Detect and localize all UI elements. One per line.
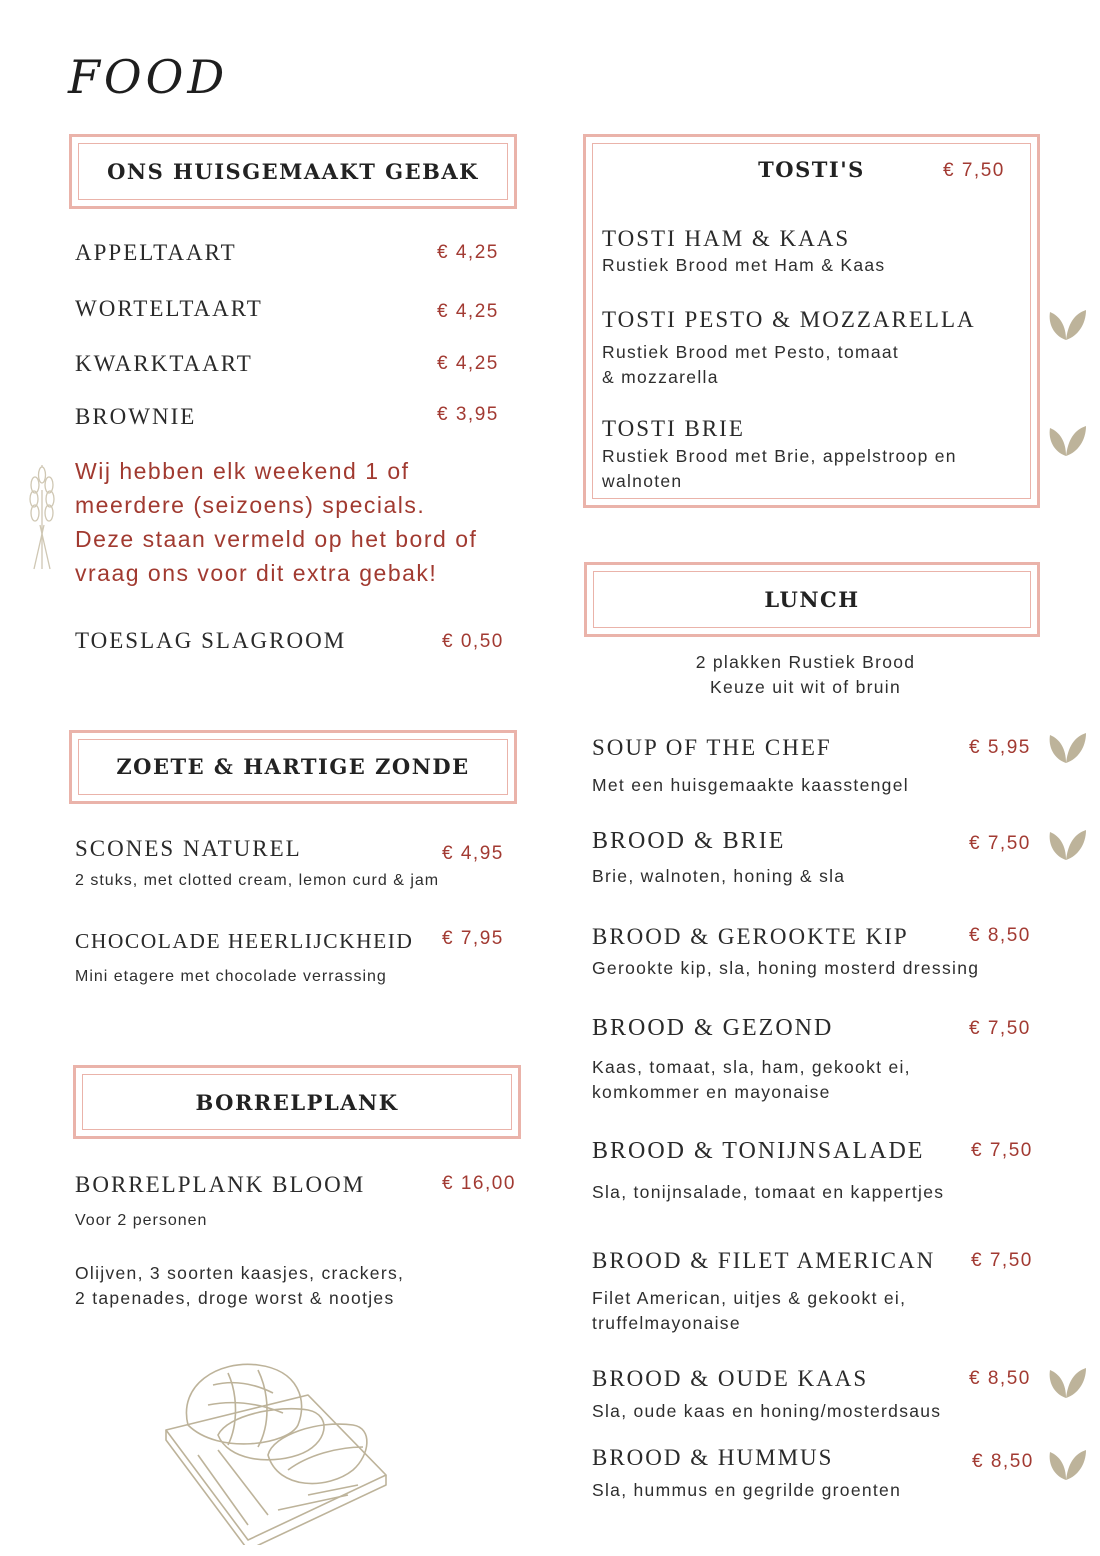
lunch-header-box <box>584 562 1040 637</box>
borrel-heading: BORRELPLANK <box>195 1090 399 1115</box>
desc-line: komkommer en mayonaise <box>592 1082 831 1102</box>
menu-item-name: BROOD & HUMMUS <box>592 1445 834 1470</box>
menu-item-desc: Brie, walnoten, honing & sla <box>592 866 846 886</box>
desc-line: Kaas, tomaat, sla, ham, gekookt ei, <box>592 1057 911 1077</box>
menu-item-price: € 8,50 <box>972 1451 1034 1472</box>
note-line: meerdere (seizoens) specials. <box>75 492 426 518</box>
menu-item-price: € 4,25 <box>437 353 499 374</box>
detail-line: 2 tapenades, droge worst & nootjes <box>75 1288 395 1308</box>
menu-item-desc: 2 stuks, met clotted cream, lemon curd & jam <box>75 872 440 889</box>
leaf-icon <box>1046 1446 1088 1482</box>
leaf-icon <box>1046 826 1088 862</box>
menu-item-name: BROOD & GEROOKTE KIP <box>592 924 909 949</box>
menu-item-name: BROOD & FILET AMERICAN <box>592 1248 936 1273</box>
leaf-icon <box>1046 306 1088 342</box>
menu-item-desc <box>592 1286 906 1336</box>
gebak-heading: ONS HUISGEMAAKT GEBAK <box>107 159 479 184</box>
leaf-icon <box>1046 422 1088 458</box>
menu-item-price: € 8,50 <box>969 925 1031 946</box>
wheat-icon <box>20 465 64 570</box>
menu-item-price: € 3,95 <box>437 404 499 425</box>
menu-item-desc: Rustiek Brood met Ham & Kaas <box>602 255 886 275</box>
page-title: FOOD <box>68 50 229 104</box>
specials-note <box>75 454 477 590</box>
menu-item-desc <box>602 444 957 494</box>
desc-line: Filet American, uitjes & gekookt ei, <box>592 1288 907 1308</box>
note-line: Wij hebben elk weekend 1 of <box>75 458 410 484</box>
menu-item-name: SCONES NATUREL <box>75 836 302 861</box>
menu-item-name: APPELTAART <box>75 240 237 265</box>
surcharge-name: TOESLAG SLAGROOM <box>75 628 347 653</box>
desc-line: Rustiek Brood met Pesto, tomaat <box>602 342 900 362</box>
leaf-icon <box>1046 1364 1088 1400</box>
menu-item-price: € 7,50 <box>969 1018 1031 1039</box>
menu-item-desc: Met een huisgemaakte kaasstengel <box>592 775 909 795</box>
note-line: vraag ons voor dit extra gebak! <box>75 560 438 586</box>
menu-item-price: € 4,25 <box>437 242 499 263</box>
menu-item-price: € 5,95 <box>969 737 1031 758</box>
menu-item-name: BROOD & TONIJNSALADE <box>592 1138 925 1164</box>
menu-item-price: € 4,25 <box>437 301 499 322</box>
menu-item-name: TOSTI HAM & KAAS <box>602 226 851 251</box>
gebak-header-box <box>69 134 517 209</box>
desc-line: walnoten <box>602 471 683 491</box>
desc-line: truffelmayonaise <box>592 1313 741 1333</box>
menu-item-desc <box>602 340 899 390</box>
menu-item-desc: Sla, oude kaas en honing/mosterdsaus <box>592 1401 942 1421</box>
menu-item-desc: Voor 2 personen <box>75 1212 208 1229</box>
menu-item-price: € 7,50 <box>969 833 1031 854</box>
menu-item-price: € 4,95 <box>442 843 504 864</box>
menu-item-price: € 7,50 <box>971 1140 1033 1161</box>
menu-item-desc: Gerookte kip, sla, honing mosterd dressing <box>592 958 980 978</box>
menu-item-desc: Mini etagere met chocolade verrassing <box>75 968 387 985</box>
menu-item-desc: Sla, tonijnsalade, tomaat en kappertjes <box>592 1182 945 1202</box>
tosti-heading: TOSTI'S <box>758 157 865 182</box>
menu-item-name: KWARKTAART <box>75 351 253 376</box>
desc-line: Rustiek Brood met Brie, appelstroop en <box>602 446 957 466</box>
desc-line: & mozzarella <box>602 367 719 387</box>
menu-item-price: € 8,50 <box>969 1368 1031 1389</box>
menu-item-name: TOSTI PESTO & MOZZARELLA <box>602 307 976 332</box>
menu-item-detail <box>75 1261 404 1311</box>
lunch-intro <box>584 650 1027 700</box>
menu-item-name: SOUP OF THE CHEF <box>592 735 832 760</box>
borrel-header-box <box>73 1065 521 1139</box>
detail-line: Olijven, 3 soorten kaasjes, crackers, <box>75 1263 405 1283</box>
intro-line: 2 plakken Rustiek Brood <box>695 652 916 672</box>
menu-item-name: WORTELTAART <box>75 296 263 321</box>
note-line: Deze staan vermeld op het bord of <box>75 526 478 552</box>
menu-item-desc <box>592 1055 911 1105</box>
zonde-heading: ZOETE & HARTIGE ZONDE <box>116 754 470 779</box>
menu-item-name: BROOD & BRIE <box>592 828 786 854</box>
menu-item-price: € 7,95 <box>442 928 504 949</box>
leaf-icon <box>1046 729 1088 765</box>
tosti-price: € 7,50 <box>943 160 1005 181</box>
lunch-heading: LUNCH <box>764 587 860 612</box>
menu-item-name: BORRELPLANK BLOOM <box>75 1172 366 1197</box>
menu-item-desc: Sla, hummus en gegrilde groenten <box>592 1480 902 1500</box>
menu-item-price: € 16,00 <box>442 1173 516 1194</box>
bread-board-icon <box>158 1355 393 1545</box>
menu-item-name: BROOD & OUDE KAAS <box>592 1366 869 1391</box>
intro-line: Keuze uit wit of bruin <box>709 677 902 697</box>
surcharge-price: € 0,50 <box>442 631 504 652</box>
zonde-header-box <box>69 730 517 804</box>
menu-item-name: BROOD & GEZOND <box>592 1015 834 1041</box>
menu-item-name: TOSTI BRIE <box>602 416 745 441</box>
menu-item-name: CHOCOLADE HEERLIJCKHEID <box>75 929 414 953</box>
menu-item-price: € 7,50 <box>971 1250 1033 1271</box>
menu-item-name: BROWNIE <box>75 404 197 429</box>
